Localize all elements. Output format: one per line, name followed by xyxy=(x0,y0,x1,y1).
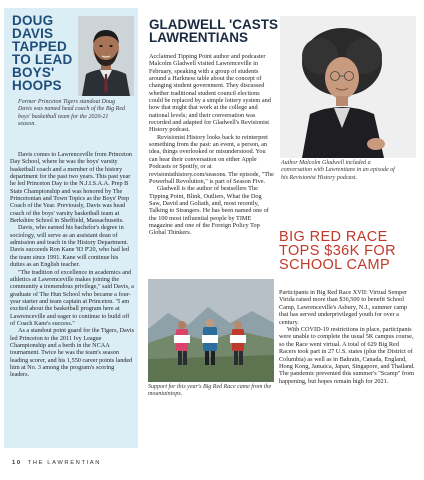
doug-davis-headline: DOUG DAVIS TAPPED TO LEAD BOYS' HOOPS xyxy=(12,13,73,93)
runners-mountain-photo xyxy=(148,279,274,382)
gladwell-photo-caption: Author Malcolm Gladwell included a conversation with Lawrentians in an episode of his Revisionist History podcast. xyxy=(281,160,395,181)
race-paragraph: Participants in Big Red Race XVII: Virtual Semper Virida raised more than $36,500 to benefit School Camp, Lawrenceville's Asbury, N.J., summer camp that has served underprivileged youth for over a century. xyxy=(279,289,408,326)
publication-name: THE LAWRENTIAN xyxy=(27,460,102,466)
gladwell-paragraph: Gladwell is the author of bestsellers The Tipping Point, Blink, Outliers, What the Dog Saw, David and Goliath, and, most recently, Talking to Strangers. He has been named one of the 100 most influential people by TIME magazine and one of the Foreign Policy Top Global Thinkers. xyxy=(149,185,269,237)
doug-davis-paragraph: As a standout point guard for the Tigers, Davis led Princeton to the 2011 Ivy League Championship and a berth in the NCAA tournament. Twice he was the team's season leading scorer, and his 1,550 career points landed him at No. 3 among the program's scoring leaders. xyxy=(10,327,135,379)
gladwell-paragraph: Acclaimed Tipping Point author and podcaster Malcolm Gladwell visited Lawrenceville in February, speaking with a group of students around a Harkness table about the concept of changing student government. They discussed whether traditional student council elections could be replaced by a simple lottery system and how that might that work at the college and national levels; and their conversation was recorded and adapted for Gladwell's Revisionist History podcast. xyxy=(149,53,271,134)
big-red-race-headline: BIG RED RACE TOPS $36K FOR SCHOOL CAMP xyxy=(279,229,396,273)
doug-davis-paragraph: Davis, who earned his bachelor's degree in sociology, will serve as an assistant dean of admission and teach in the History Department. Davis succeeds Ron Kane '83 P'20, who had led the team since 1991. Kane will continue his duties as an English teacher. xyxy=(10,224,129,269)
runners-photo-caption: Support for this year's Big Red Race came from the mountaintops. xyxy=(148,384,272,398)
malcolm-gladwell-photo xyxy=(280,16,416,158)
race-paragraph: With COVID-19 restrictions in place, participants were unable to complete the usual 5K campus course, so the Race went virtual. A total of 629 Big Red Racers took part in 27 U.S. states (plus the District of Columbia) as well as in Bahrain, Canada, England, Hong Kong, Jamaica, Japan, Singapore, and Thailand. The pandemic prevented this summer's "Scamp" from happening, but hopes remain high for 2021. xyxy=(279,326,415,385)
doug-davis-paragraph: Davis comes to Lawrenceville from Princeton Day School, where he was the boys' varsity basketball coach and a member of the history department for the past two years. This past year he led Princeton Day to the N.J.I.S.A.A. Prep B State Championship and was honored by The Princetonian and Town Topics as the Boys' Prep Coach of the Year. Previously, Davis was head coach of the boys' varsity basketball team at Berkshire School in Sheffield, Massachusetts. xyxy=(10,151,132,225)
doug-davis-body xyxy=(10,151,134,379)
gladwell-headline: GLADWELL 'CASTS LAWRENTIANS xyxy=(149,17,278,45)
gladwell-paragraph: Revisionist History looks back to reinterpret something from the past: an event, a person, an idea, things overlooked or misunderstood. You can hear their conversation on either Apple Podcasts or Spotify, or at revisionisthistory.com/seasons. The episode, "The Powerball Revolution," is part of Season Five. xyxy=(149,133,274,185)
page-number: 10 xyxy=(12,460,22,466)
doug-davis-paragraph: "The tradition of excellence in academics and athletics at Lawrenceville makes joining the community a tremendous privilege," said Davis, a graduate of The Hun School who became a four-year starter and team captain at Princeton. "I am excited about the basketball program here at Lawrenceville and eager to continue to build off of Coach Kane's success." xyxy=(10,268,134,327)
big-red-race-body xyxy=(279,289,417,385)
doug-davis-caption: Former Princeton Tigers standout Doug Davis was named head coach of the Big Red boys' basketball team for the 2020-21 season. xyxy=(18,99,125,127)
gladwell-body xyxy=(149,53,274,237)
doug-davis-photo xyxy=(78,16,134,96)
page-footer xyxy=(12,460,101,466)
